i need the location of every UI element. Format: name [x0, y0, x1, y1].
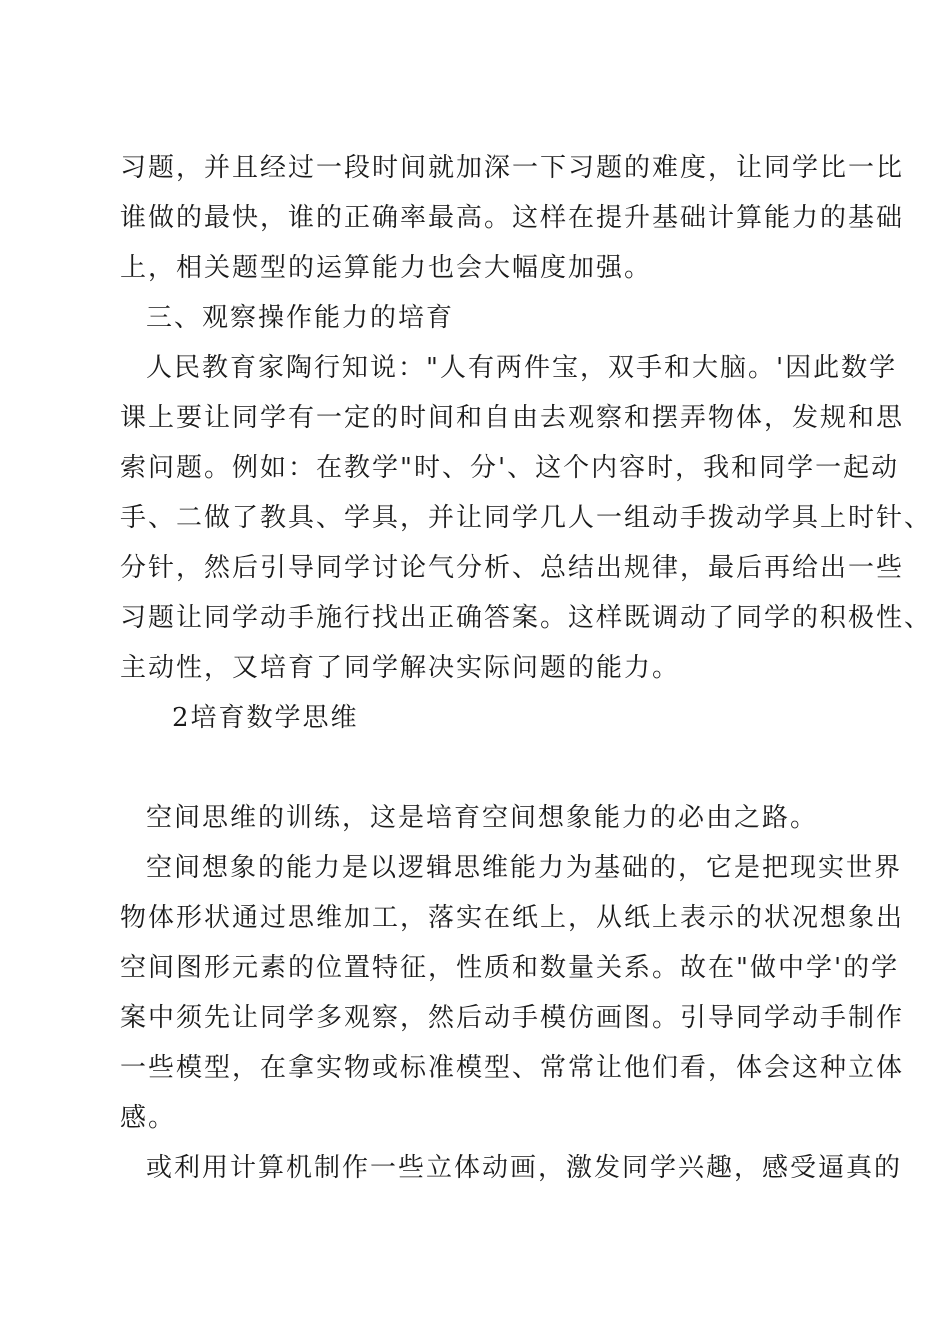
- subsection-heading: 2培育数学思维: [172, 703, 359, 733]
- paragraph-line: 空间图形元素的位置特征，性质和数量关系。故在"做中学'的学: [120, 953, 900, 983]
- paragraph-line: 手、二做了教具、学具，并让同学几人一组动手拨动学具上时针、: [120, 503, 933, 533]
- paragraph-line: 上，相关题型的运算能力也会大幅度加强。: [120, 253, 653, 283]
- paragraph-line: 索问题。例如：在教学"时、分'、这个内容时，我和同学一起动: [120, 453, 900, 483]
- paragraph-line: 感。: [120, 1103, 177, 1133]
- paragraph-line: 或利用计算机制作一些立体动画，激发同学兴趣，感受逼真的: [146, 1153, 903, 1183]
- paragraph-line: 习题让同学动手施行找出正确答案。这样既调动了同学的积极性、: [120, 603, 933, 633]
- paragraph-line: 主动性，又培育了同学解决实际问题的能力。: [120, 653, 681, 683]
- paragraph-line: 分针，然后引导同学讨论气分析、总结出规律，最后再给出一些: [120, 553, 905, 583]
- section-heading: 三、观察操作能力的培育: [146, 303, 455, 333]
- paragraph-line: 人民教育家陶行知说："人有两件宝，双手和大脑。'因此数学: [146, 353, 898, 383]
- paragraph-line: 空间思维的训练，这是培育空间想象能力的必由之路。: [146, 803, 819, 833]
- paragraph-line: 课上要让同学有一定的时间和自由去观察和摆弄物体，发规和思: [120, 403, 905, 433]
- paragraph-line: 案中须先让同学多观察，然后动手模仿画图。引导同学动手制作: [120, 1003, 905, 1033]
- paragraph-line: 物体形状通过思维加工，落实在纸上，从纸上表示的状况想象出: [120, 903, 905, 933]
- paragraph-line: 一些模型，在拿实物或标准模型、常常让他们看，体会这种立体: [120, 1053, 905, 1083]
- paragraph-line: 空间想象的能力是以逻辑思维能力为基础的，它是把现实世界: [146, 853, 903, 883]
- paragraph-line: 习题，并且经过一段时间就加深一下习题的难度，让同学比一比: [120, 153, 905, 183]
- paragraph-line: 谁做的最快，谁的正确率最高。这样在提升基础计算能力的基础: [120, 203, 905, 233]
